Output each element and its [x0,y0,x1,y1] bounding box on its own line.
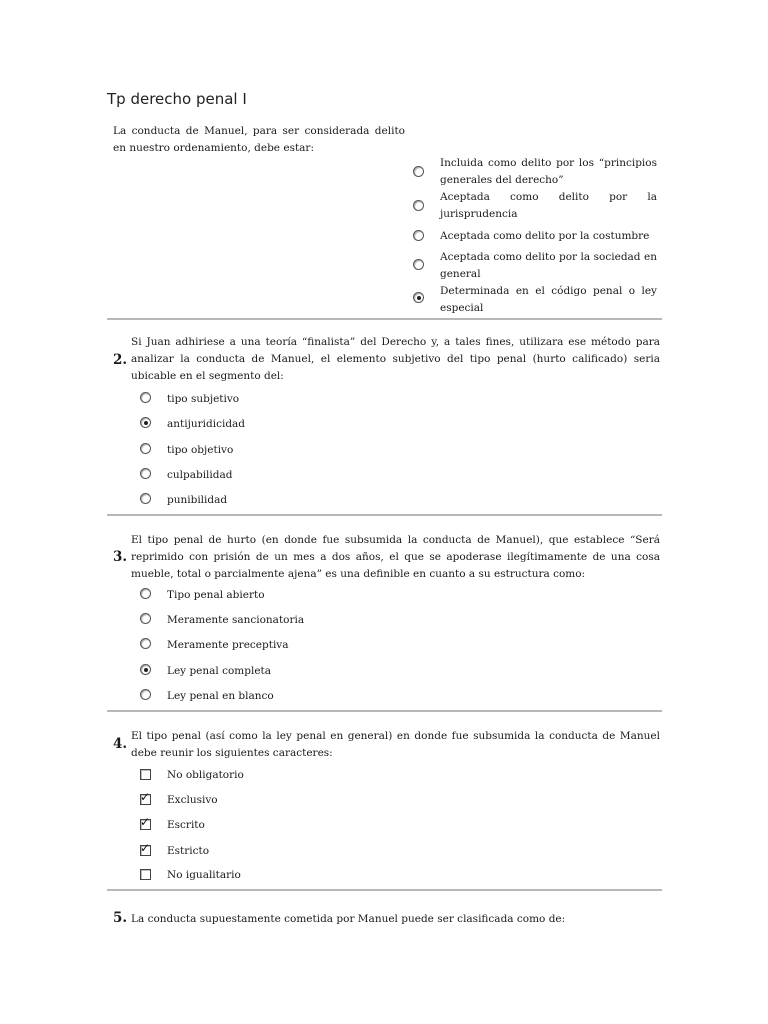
q4-option-3-checkbox[interactable] [140,815,151,830]
q2-option-4-radio[interactable] [140,468,151,479]
question-3-number: 3. [113,549,128,565]
q2-option-3-label: tipo objetivo [167,444,234,456]
q1-option-1-radio[interactable] [413,166,424,177]
q3-option-4-radio[interactable] [140,664,151,675]
question-4-text: El tipo penal (así como la ley penal en general) en donde fue subsumida la conducta de Manuel debe reunir los siguientes caracteres: [131,730,660,759]
q3-option-3-label: Meramente preceptiva [167,639,289,651]
question-5-text: La conducta supuestamente cometida por Manuel puede ser clasificada como de: [131,913,566,925]
q1-option-3-label: Aceptada como delito por la costumbre [440,230,650,242]
question-4-number: 4. [113,736,128,752]
question-2-number: 2. [113,352,128,368]
q2-option-2-radio[interactable] [140,417,151,428]
question-3-text: El tipo penal de hurto (en donde fue subsumida la conducta de Manuel), que establece “Será reprimido con prisión de un mes a dos años, el que se apoderase ilegítimamente de una cosa mueble, total o parcialmente ajena” es una definible en cuanto a su estructura como: [131,534,660,580]
q2-option-2-label: antijuridicidad [167,418,246,430]
question-2-text: Si Juan adhiriese a una teoría “finalista” del Derecho y, a tales fines, utilizara ese método para analizar la conducta de Manuel, el elemento subjetivo del tipo penal (hurto calificado) seria ubicable en el segmento del: [131,336,660,382]
q1-option-1-label: Incluida como delito por los “principios generales del derecho” [440,157,657,186]
q1-option-5-radio[interactable] [413,292,424,303]
q3-option-1-label: Tipo penal abierto [167,589,265,601]
divider [107,710,662,712]
q4-option-2-checkbox[interactable] [140,790,151,805]
q4-option-5-checkbox[interactable] [140,869,151,880]
check-icon: ✓ [140,790,151,804]
q1-option-3-radio[interactable] [413,230,424,241]
question-5-number: 5. [113,910,128,926]
q2-option-3-radio[interactable] [140,443,151,454]
q2-option-4-label: culpabilidad [167,469,233,481]
q1-option-5-label: Determinada en el código penal o ley especial [440,285,657,314]
divider [107,318,662,320]
q2-option-5-label: punibilidad [167,494,228,506]
q2-option-1-radio[interactable] [140,392,151,403]
q4-option-3-label: Escrito [167,819,205,831]
q4-option-5-label: No igualitario [167,869,241,881]
divider [107,514,662,516]
q1-option-4-label: Aceptada como delito por la sociedad en general [440,251,657,280]
check-icon: ✓ [140,841,151,855]
q3-option-2-radio[interactable] [140,613,151,624]
question-1-text: La conducta de Manuel, para ser considerada delito en nuestro ordenamiento, debe estar: [113,125,405,154]
page-title: Tp derecho penal I [107,90,247,108]
q3-option-3-radio[interactable] [140,638,151,649]
q4-option-4-label: Estricto [167,845,210,857]
q1-option-2-radio[interactable] [413,200,424,211]
divider [107,889,662,891]
q3-option-5-radio[interactable] [140,689,151,700]
q3-option-5-label: Ley penal en blanco [167,690,274,702]
q4-option-4-checkbox[interactable] [140,841,151,856]
check-icon: ✓ [140,815,151,829]
q3-option-1-radio[interactable] [140,588,151,599]
q4-option-2-label: Exclusivo [167,794,218,806]
q2-option-1-label: tipo subjetivo [167,393,240,405]
q1-option-4-radio[interactable] [413,259,424,270]
q3-option-2-label: Meramente sancionatoria [167,614,305,626]
q4-option-1-checkbox[interactable] [140,769,151,780]
q4-option-1-label: No obligatorio [167,769,244,781]
q2-option-5-radio[interactable] [140,493,151,504]
q1-option-2-label: Aceptada como delito por la jurisprudencia [440,191,657,220]
q3-option-4-label: Ley penal completa [167,665,272,677]
